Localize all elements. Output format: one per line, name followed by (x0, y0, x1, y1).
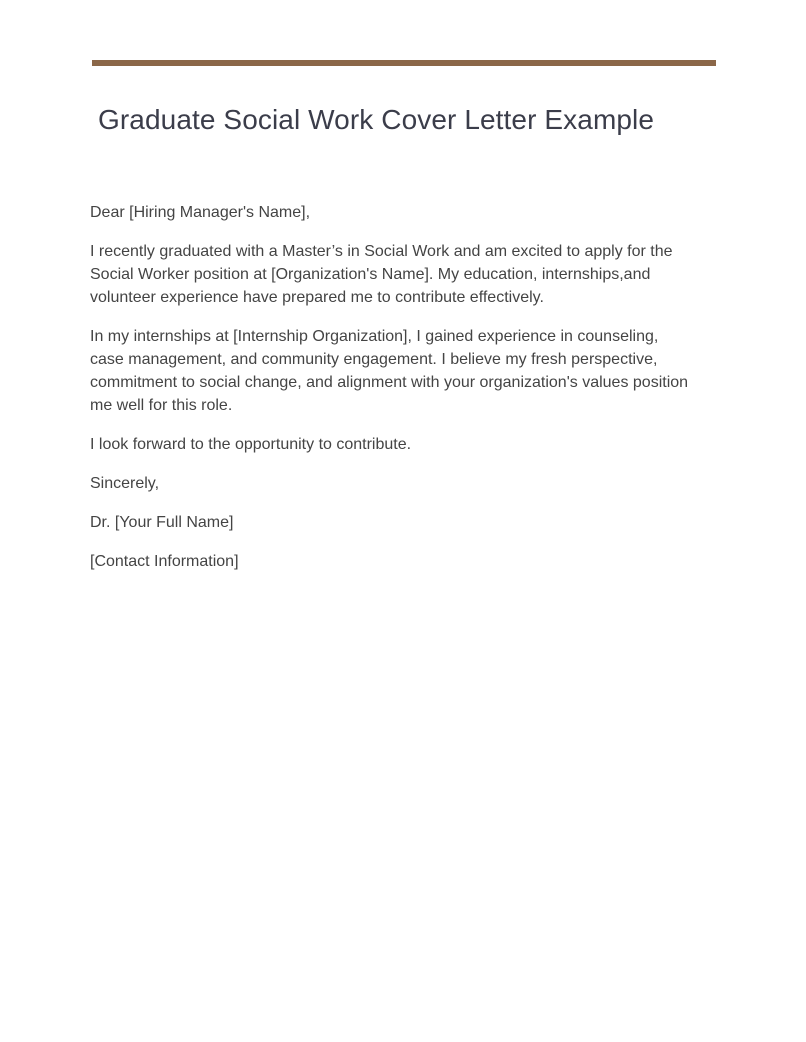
header-divider (92, 60, 716, 66)
salutation: Dear [Hiring Manager's Name], (90, 204, 311, 221)
signature-name: Dr. [Your Full Name] (90, 514, 234, 531)
contact-information: [Contact Information] (90, 553, 239, 570)
closing: Sincerely, (90, 475, 160, 492)
page-title: Graduate Social Work Cover Letter Example (98, 104, 655, 135)
letter-body (90, 201, 690, 589)
paragraph-intro: I recently graduated with a Master’s in Social Work and am excited to apply for the Social Worker position at [Organization's Name]. My education, internships,and volunteer experience have prepared me to contribute effectively. (90, 243, 673, 306)
paragraph-experience: In my internships at [Internship Organization], I gained experience in counseling, case management, and community engagement. I believe my fresh perspective, commitment to social change, and alignment with your organization's values position me well for this role. (90, 328, 689, 414)
paragraph-closing-remark: I look forward to the opportunity to contribute. (90, 436, 412, 453)
